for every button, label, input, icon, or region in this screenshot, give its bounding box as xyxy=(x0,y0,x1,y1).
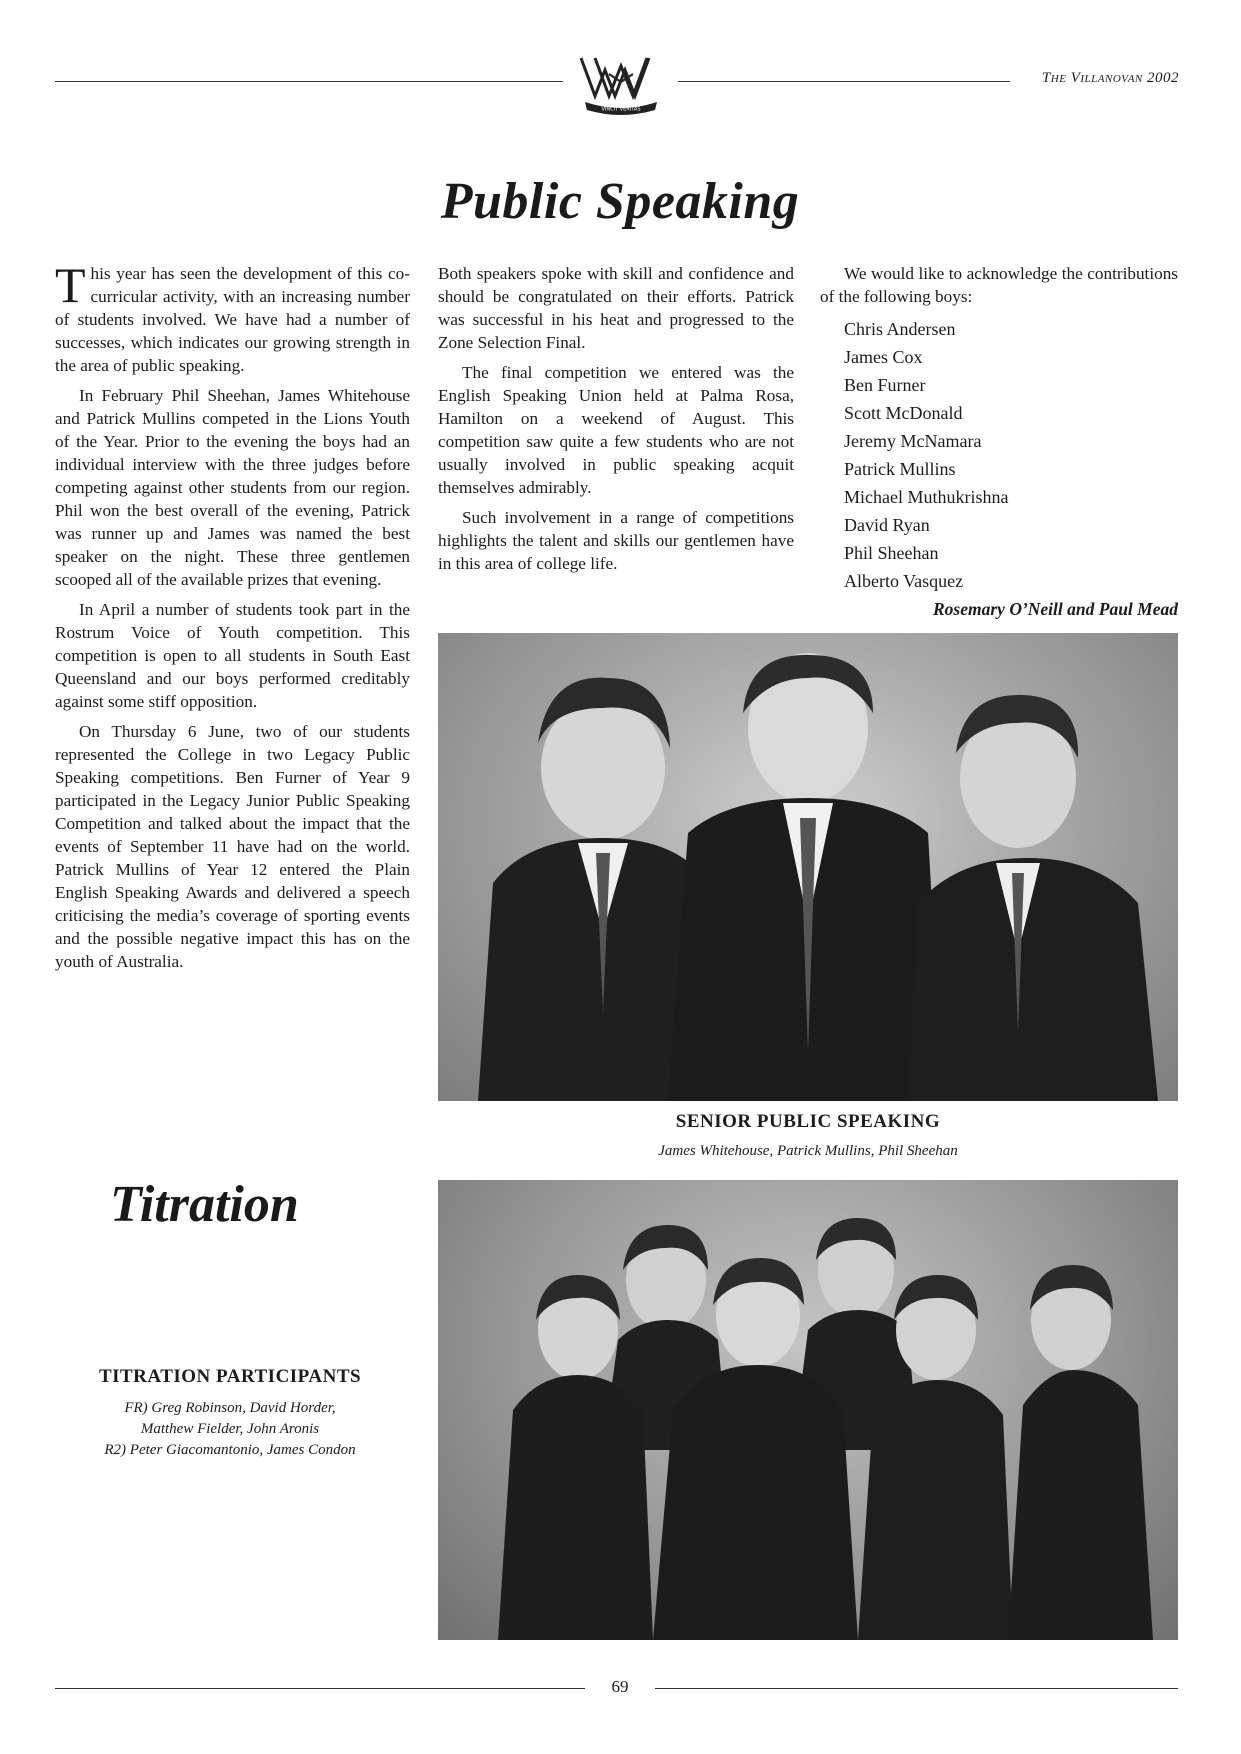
header-rule-left xyxy=(55,81,563,82)
titration-participants-caption: TITRATION PARTICIPANTS xyxy=(98,1366,362,1387)
public-speaking-title: Public Speaking xyxy=(440,173,800,230)
titration-participants-names xyxy=(60,1398,400,1461)
acknowledgement-intro: We would like to acknowledge the contributions of the following boys: xyxy=(820,264,1178,306)
paragraph: In February Phil Sheehan, James Whitehouse and Patrick Mullins competed in the Lions Youth of the Year. Prior to the evening the boys had an individual interview with the three judges before competing against other students from our region. Phil won the best overall of the evening, Patrick was runner up and James was named the best speaker on the night. These three gentlemen scooped all of the available prizes that evening. xyxy=(55,386,410,589)
list-item: James Cox xyxy=(844,347,923,367)
paragraph: In April a number of students took part in the Rostrum Voice of Youth competition. This competition is open to all students in South East Queensland and our boys performed creditably against some stiff opposition. xyxy=(55,600,410,711)
list-item: Jeremy McNamara xyxy=(844,431,982,451)
row-1-names: FR) Greg Robinson, David Horder, xyxy=(124,1400,336,1416)
page-number: 69 xyxy=(611,1677,629,1696)
paragraph: On Thursday 6 June, two of our students represented the College in two Legacy Public Speaking competitions. Ben Furner of Year 9 participated in the Legacy Junior Public Speaking Competition and talked about the impact that the events of September 11 have had on the world. Patrick Mullins of Year 12 entered the Plain English Speaking Awards and delivered a speech criticising the media’s coverage of sporting events and the possible negative impact this has on the youth of Australia. xyxy=(55,722,410,971)
list-item: Chris Andersen xyxy=(844,319,956,339)
footer-rule-right xyxy=(655,1688,1178,1689)
paragraph: The final competition we entered was the English Speaking Union held at Palma Rosa, Hamilton on a weekend of August. This competition saw quite a few students who are not usually involved in public speaking acquit themselves admirably. xyxy=(438,363,794,497)
row-1-names-cont: Matthew Fielder, John Aronis xyxy=(140,1421,320,1437)
senior-public-speaking-caption: SENIOR PUBLIC SPEAKING xyxy=(675,1111,941,1132)
footer-rule-left xyxy=(55,1688,585,1689)
article-column-1 xyxy=(55,257,410,980)
list-item: Patrick Mullins xyxy=(844,459,956,479)
drop-cap: T xyxy=(55,257,86,313)
paragraph: This year has seen the development of this co-curricular activity, with an increasing number of students involved. We have had a number of successes, which indicates our growing strength in the area of public speaking. xyxy=(55,257,410,375)
list-item: Phil Sheehan xyxy=(844,543,939,563)
row-2-names: R2) Peter Giacomantonio, James Condon xyxy=(104,1442,356,1458)
acknowledged-names-list xyxy=(844,315,1178,595)
list-item: Scott McDonald xyxy=(844,403,963,423)
svg-text:VINCIT VERITAS: VINCIT VERITAS xyxy=(601,106,641,113)
publication-name: The Villanovan xyxy=(1041,70,1143,86)
publication-year: 2002 xyxy=(1147,70,1179,86)
senior-public-speaking-photo xyxy=(438,633,1178,1101)
list-item: Ben Furner xyxy=(844,375,926,395)
list-item: David Ryan xyxy=(844,515,930,535)
titration-participants-photo xyxy=(438,1180,1178,1640)
author-credit: Rosemary O’Neill and Paul Mead xyxy=(933,599,1178,619)
group-portrait-illustration xyxy=(438,1180,1178,1640)
article-column-3 xyxy=(820,262,1178,621)
senior-public-speaking-names: James Whitehouse, Patrick Mullins, Phil Sheehan xyxy=(658,1143,958,1159)
college-crest-icon xyxy=(575,52,667,118)
header-rule-right xyxy=(678,81,1010,82)
titration-title: Titration xyxy=(110,1176,299,1233)
article-column-2 xyxy=(438,262,794,582)
list-item: Alberto Vasquez xyxy=(844,571,964,591)
list-item: Michael Muthukrishna xyxy=(844,487,1009,507)
paragraph: Both speakers spoke with skill and confidence and should be congratulated on their efforts. Patrick was successful in his heat and progressed to the Zone Selection Final. xyxy=(438,264,794,352)
group-portrait-illustration xyxy=(438,633,1178,1101)
running-head xyxy=(1042,70,1179,87)
paragraph: Such involvement in a range of competitions highlights the talent and skills our gentlemen have in this area of college life. xyxy=(438,508,794,573)
